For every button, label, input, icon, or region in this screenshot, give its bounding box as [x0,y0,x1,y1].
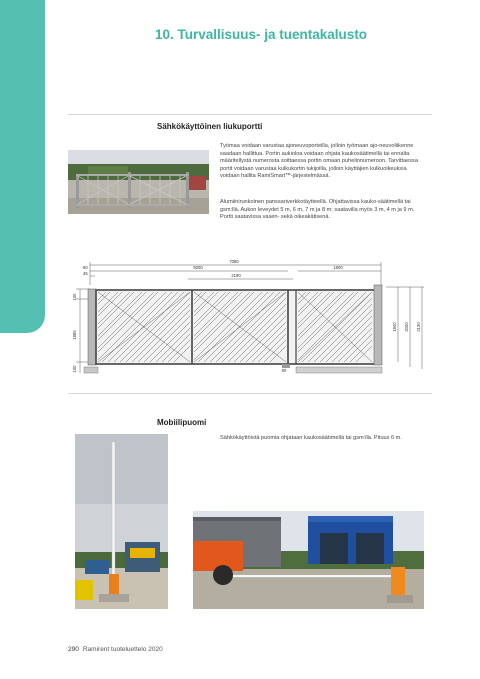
gate-description: Työmaa voidaan varustaa ajoneuvoporteilla, jolloin työmaan ajo-neuvoliikenne saadaan hallittua. Portin aukioloa voidaan ohjata kaukosäätimellä tai ennalta määritellystä numerosta soittaessa portin omaan puhelinnumeroon. Tarvittaessa portit voidaan varustaa kulkukortin lukijoilla, jolloin käyttäjien kulkuoikeuksia voidaan hallita RamiSmart™-järjestelmässä. [220,143,418,180]
dim-left-offset: 45 [83,271,88,276]
dim-height-left: 1885 [72,330,77,340]
gate-photo [68,150,209,214]
dim-left-post: 80 [83,265,88,270]
catalog-name: Ramirent tuoteluettelo 2020 [82,646,163,653]
dim-top-left: 100 [72,293,77,301]
page-footer [68,646,163,653]
page-number: 290 [68,646,79,653]
boom-photo-vertical [75,434,168,609]
section-divider-top [68,114,432,115]
gate-drawing [68,255,432,380]
gate-heading: Sähkökäyttöinen liukuportti [157,122,263,131]
dim-h1: 1840 [392,322,397,332]
gate-specs: Alumiinirunkoinen panssariverkkotäytteellä. Ohjattavissa kauko-säätimellä tai gsm:llä. Aukon leveydet 5 m, 6 m, 7 m ja 8 m; saatavilla myös 3 m, 4 m ja 9 m. Portti saatavissa vasen- sekä oikeakätisenä. [220,199,415,221]
boom-heading: Mobiilipuomi [157,418,207,427]
dim-bottom-mid: 80 [281,368,287,373]
dim-opening: 5000 [193,265,203,270]
dim-h3: 2130 [416,322,421,332]
section-divider-mid [68,393,432,394]
chapter-tab [0,0,45,333]
boom-photo-horizontal [193,511,424,609]
dim-right-part: 1800 [333,265,343,270]
dim-h2: 2000 [404,322,409,332]
dim-mid: 2190 [231,273,241,278]
dim-bottom-left: 100 [72,365,77,373]
page-title: 10. Turvallisuus- ja tuentakalusto [155,27,368,42]
dim-total: 7080 [229,259,239,264]
boom-description: Sähkökäyttöistä puomia ohjataan kaukosäätimellä tai gsm:llä. Pituus 6 m. [220,435,402,441]
